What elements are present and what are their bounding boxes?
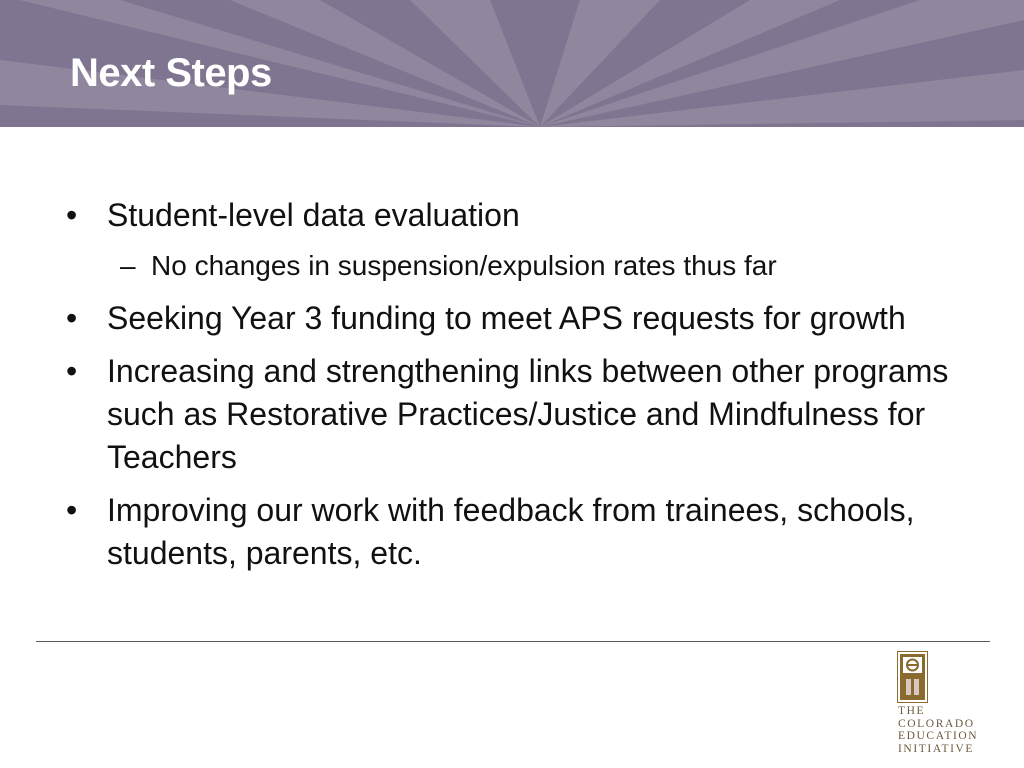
logo-line: INITIATIVE — [898, 742, 975, 755]
organization-logo-text — [898, 705, 978, 755]
logo-line: EDUCATION — [898, 730, 979, 742]
bullet-item — [66, 297, 986, 340]
slide-title: Next Steps — [70, 51, 272, 95]
sub-bullet-text: No changes in suspension/expulsion rates thus far — [151, 250, 777, 281]
bullet-text: Increasing and strengthening links between other programs such as Restorative Practices/Justice and Mindfulness for Teachers — [107, 353, 949, 475]
bullet-marker: • — [66, 492, 78, 528]
colorado-education-initiative-logo-icon — [897, 651, 928, 703]
bullet-text: Seeking Year 3 funding to meet APS requests for growth — [107, 300, 906, 336]
bullet-marker: • — [66, 353, 78, 389]
logo-line: THE — [898, 705, 926, 717]
bullet-item — [66, 194, 986, 237]
bullet-text: Improving our work with feedback from trainees, schools, students, parents, etc. — [107, 492, 915, 571]
bullet-list — [66, 194, 986, 585]
sub-bullet-marker: – — [120, 250, 136, 281]
bullet-item — [66, 489, 986, 575]
logo-line: COLORADO — [898, 717, 975, 730]
bullet-marker: • — [66, 300, 78, 336]
bullet-item — [66, 350, 986, 479]
sub-bullet-item — [66, 247, 986, 285]
footer-divider — [36, 641, 990, 642]
bullet-marker: • — [66, 197, 78, 233]
bullet-text: Student-level data evaluation — [107, 197, 520, 233]
slide-header — [0, 0, 1024, 127]
